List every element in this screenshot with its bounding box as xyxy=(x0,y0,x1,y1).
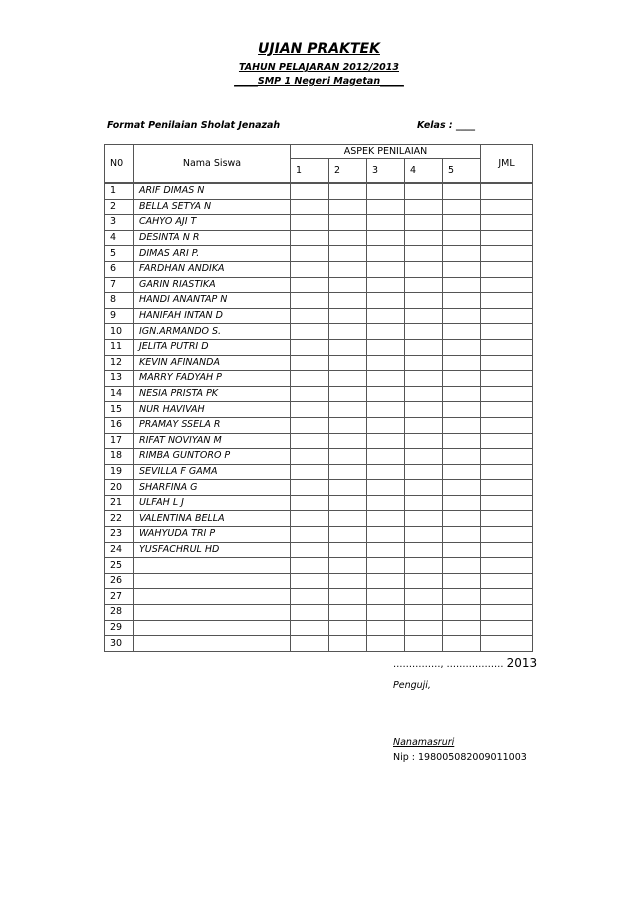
score-cell-4 xyxy=(405,308,443,324)
score-cell-5 xyxy=(443,417,481,433)
total-cell xyxy=(481,449,533,465)
score-cell-1 xyxy=(291,293,329,309)
table-row xyxy=(105,199,533,215)
total-cell xyxy=(481,605,533,621)
score-cell-1 xyxy=(291,308,329,324)
student-name: HANDI ANANTAP N xyxy=(134,293,291,309)
row-number: 2 xyxy=(105,199,134,215)
total-cell xyxy=(481,386,533,402)
row-number: 11 xyxy=(105,339,134,355)
table-row xyxy=(105,620,533,636)
score-cell-4 xyxy=(405,527,443,543)
score-cell-1 xyxy=(291,589,329,605)
row-number: 7 xyxy=(105,277,134,293)
score-cell-4 xyxy=(405,230,443,246)
student-name xyxy=(134,573,291,589)
score-cell-5 xyxy=(443,542,481,558)
total-cell xyxy=(481,433,533,449)
score-cell-3 xyxy=(367,620,405,636)
table-row xyxy=(105,636,533,652)
score-cell-3 xyxy=(367,511,405,527)
score-cell-2 xyxy=(329,558,367,574)
score-cell-3 xyxy=(367,558,405,574)
score-cell-1 xyxy=(291,527,329,543)
score-cell-4 xyxy=(405,589,443,605)
table-row xyxy=(105,527,533,543)
score-cell-4 xyxy=(405,386,443,402)
student-name: JELITA PUTRI D xyxy=(134,339,291,355)
score-cell-3 xyxy=(367,636,405,652)
score-cell-4 xyxy=(405,246,443,262)
score-cell-1 xyxy=(291,573,329,589)
table-row xyxy=(105,308,533,324)
score-cell-4 xyxy=(405,542,443,558)
student-name: YUSFACHRUL HD xyxy=(134,542,291,558)
score-cell-2 xyxy=(329,215,367,231)
score-cell-5 xyxy=(443,527,481,543)
score-cell-1 xyxy=(291,402,329,418)
row-number: 14 xyxy=(105,386,134,402)
score-cell-4 xyxy=(405,215,443,231)
score-cell-4 xyxy=(405,371,443,387)
table-row xyxy=(105,215,533,231)
student-name xyxy=(134,589,291,605)
score-cell-1 xyxy=(291,183,329,199)
score-cell-4 xyxy=(405,355,443,371)
table-row xyxy=(105,433,533,449)
score-cell-5 xyxy=(443,293,481,309)
score-cell-2 xyxy=(329,636,367,652)
table-row xyxy=(105,449,533,465)
total-cell xyxy=(481,183,533,199)
score-cell-5 xyxy=(443,573,481,589)
header-aspek-3: 3 xyxy=(367,159,405,184)
student-name: ULFAH L J xyxy=(134,495,291,511)
table-row xyxy=(105,277,533,293)
row-number: 13 xyxy=(105,371,134,387)
header-aspek: ASPEK PENILAIAN xyxy=(291,145,481,159)
examiner-nip: Nip : 198005082009011003 xyxy=(393,752,527,763)
row-number: 6 xyxy=(105,261,134,277)
table-row xyxy=(105,589,533,605)
score-cell-2 xyxy=(329,511,367,527)
score-cell-5 xyxy=(443,308,481,324)
row-number: 4 xyxy=(105,230,134,246)
student-name: DESINTA N R xyxy=(134,230,291,246)
total-cell xyxy=(481,573,533,589)
score-cell-3 xyxy=(367,495,405,511)
table-row xyxy=(105,371,533,387)
score-cell-1 xyxy=(291,417,329,433)
score-cell-1 xyxy=(291,215,329,231)
table-row xyxy=(105,464,533,480)
table-row xyxy=(105,230,533,246)
score-cell-1 xyxy=(291,620,329,636)
score-cell-4 xyxy=(405,495,443,511)
score-cell-5 xyxy=(443,495,481,511)
score-cell-5 xyxy=(443,261,481,277)
score-cell-2 xyxy=(329,417,367,433)
student-name: IGN.ARMANDO S. xyxy=(134,324,291,340)
score-cell-3 xyxy=(367,480,405,496)
table-row xyxy=(105,480,533,496)
score-cell-2 xyxy=(329,293,367,309)
score-cell-4 xyxy=(405,417,443,433)
total-cell xyxy=(481,308,533,324)
score-cell-1 xyxy=(291,371,329,387)
score-cell-5 xyxy=(443,355,481,371)
row-number: 27 xyxy=(105,589,134,605)
student-name: SEVILLA F GAMA xyxy=(134,464,291,480)
student-name: ARIF DIMAS N xyxy=(134,183,291,199)
student-name: FARDHAN ANDIKA xyxy=(134,261,291,277)
score-cell-4 xyxy=(405,480,443,496)
score-cell-5 xyxy=(443,511,481,527)
score-cell-2 xyxy=(329,277,367,293)
score-cell-2 xyxy=(329,386,367,402)
score-cell-5 xyxy=(443,449,481,465)
total-cell xyxy=(481,199,533,215)
score-cell-2 xyxy=(329,620,367,636)
student-name: KEVIN AFINANDA xyxy=(134,355,291,371)
score-cell-4 xyxy=(405,558,443,574)
score-cell-4 xyxy=(405,339,443,355)
row-number: 8 xyxy=(105,293,134,309)
score-cell-1 xyxy=(291,277,329,293)
table-row xyxy=(105,261,533,277)
score-cell-2 xyxy=(329,433,367,449)
score-cell-2 xyxy=(329,246,367,262)
score-cell-1 xyxy=(291,480,329,496)
score-cell-1 xyxy=(291,199,329,215)
score-cell-2 xyxy=(329,542,367,558)
total-cell xyxy=(481,464,533,480)
student-name: SHARFINA G xyxy=(134,480,291,496)
score-cell-3 xyxy=(367,386,405,402)
document-title: UJIAN PRAKTEK xyxy=(258,41,380,57)
student-name xyxy=(134,558,291,574)
score-cell-1 xyxy=(291,261,329,277)
header-aspek-4: 4 xyxy=(405,159,443,184)
table-row xyxy=(105,573,533,589)
total-cell xyxy=(481,511,533,527)
total-cell xyxy=(481,620,533,636)
table-row xyxy=(105,324,533,340)
score-cell-5 xyxy=(443,277,481,293)
row-number: 23 xyxy=(105,527,134,543)
score-cell-2 xyxy=(329,261,367,277)
score-cell-2 xyxy=(329,527,367,543)
score-cell-1 xyxy=(291,386,329,402)
score-cell-2 xyxy=(329,230,367,246)
header-aspek-5: 5 xyxy=(443,159,481,184)
score-cell-5 xyxy=(443,589,481,605)
row-number: 30 xyxy=(105,636,134,652)
student-name: NUR HAVIVAH xyxy=(134,402,291,418)
score-cell-5 xyxy=(443,371,481,387)
score-cell-2 xyxy=(329,183,367,199)
table-row xyxy=(105,355,533,371)
score-cell-1 xyxy=(291,324,329,340)
row-number: 15 xyxy=(105,402,134,418)
score-cell-3 xyxy=(367,449,405,465)
score-cell-2 xyxy=(329,573,367,589)
score-cell-3 xyxy=(367,417,405,433)
student-name: MARRY FADYAH P xyxy=(134,371,291,387)
row-number: 24 xyxy=(105,542,134,558)
score-cell-3 xyxy=(367,308,405,324)
score-cell-3 xyxy=(367,527,405,543)
total-cell xyxy=(481,261,533,277)
score-cell-4 xyxy=(405,293,443,309)
score-cell-3 xyxy=(367,402,405,418)
row-number: 28 xyxy=(105,605,134,621)
total-cell xyxy=(481,589,533,605)
score-cell-3 xyxy=(367,293,405,309)
row-number: 21 xyxy=(105,495,134,511)
score-cell-5 xyxy=(443,620,481,636)
total-cell xyxy=(481,527,533,543)
total-cell xyxy=(481,324,533,340)
header-aspek-2: 2 xyxy=(329,159,367,184)
table-row xyxy=(105,402,533,418)
score-cell-1 xyxy=(291,636,329,652)
score-cell-5 xyxy=(443,605,481,621)
total-cell xyxy=(481,230,533,246)
score-cell-4 xyxy=(405,511,443,527)
table-row xyxy=(105,558,533,574)
row-number: 12 xyxy=(105,355,134,371)
score-cell-4 xyxy=(405,324,443,340)
total-cell xyxy=(481,246,533,262)
score-cell-5 xyxy=(443,433,481,449)
signature-role: Penguji, xyxy=(393,680,431,691)
student-name xyxy=(134,620,291,636)
score-cell-1 xyxy=(291,433,329,449)
total-cell xyxy=(481,402,533,418)
score-cell-3 xyxy=(367,246,405,262)
score-cell-3 xyxy=(367,464,405,480)
score-cell-1 xyxy=(291,605,329,621)
student-name: GARIN RIASTIKA xyxy=(134,277,291,293)
row-number: 16 xyxy=(105,417,134,433)
score-cell-4 xyxy=(405,605,443,621)
score-cell-1 xyxy=(291,230,329,246)
student-name: WAHYUDA TRI P xyxy=(134,527,291,543)
score-cell-3 xyxy=(367,277,405,293)
score-cell-3 xyxy=(367,230,405,246)
table-row xyxy=(105,293,533,309)
score-cell-1 xyxy=(291,355,329,371)
total-cell xyxy=(481,636,533,652)
header-jml: JML xyxy=(481,145,533,184)
table-row xyxy=(105,542,533,558)
examiner-name: Nanamasruri xyxy=(393,737,455,748)
row-number: 19 xyxy=(105,464,134,480)
table-row xyxy=(105,183,533,199)
score-cell-3 xyxy=(367,261,405,277)
total-cell xyxy=(481,339,533,355)
score-cell-3 xyxy=(367,371,405,387)
total-cell xyxy=(481,495,533,511)
score-cell-5 xyxy=(443,246,481,262)
header-no: N0 xyxy=(105,145,134,184)
score-cell-4 xyxy=(405,199,443,215)
student-name: RIFAT NOVIYAN M xyxy=(134,433,291,449)
score-cell-4 xyxy=(405,449,443,465)
date-placeholder: ……………, ……………… xyxy=(393,659,507,670)
school-name: _____SMP 1 Negeri Magetan_____ xyxy=(234,76,404,87)
score-cell-1 xyxy=(291,464,329,480)
score-cell-1 xyxy=(291,511,329,527)
row-number: 20 xyxy=(105,480,134,496)
score-cell-5 xyxy=(443,230,481,246)
score-cell-2 xyxy=(329,449,367,465)
score-cell-4 xyxy=(405,261,443,277)
total-cell xyxy=(481,355,533,371)
row-number: 9 xyxy=(105,308,134,324)
student-name: HANIFAH INTAN D xyxy=(134,308,291,324)
total-cell xyxy=(481,293,533,309)
score-cell-2 xyxy=(329,371,367,387)
row-number: 10 xyxy=(105,324,134,340)
score-cell-5 xyxy=(443,215,481,231)
format-label: Format Penilaian Sholat Jenazah xyxy=(107,120,281,131)
table-row xyxy=(105,386,533,402)
student-name xyxy=(134,605,291,621)
total-cell xyxy=(481,277,533,293)
score-cell-4 xyxy=(405,183,443,199)
score-cell-3 xyxy=(367,589,405,605)
signature-year: 2013 xyxy=(506,656,538,670)
student-name: RIMBA GUNTORO P xyxy=(134,449,291,465)
score-cell-4 xyxy=(405,636,443,652)
score-cell-2 xyxy=(329,495,367,511)
table-row xyxy=(105,495,533,511)
score-cell-3 xyxy=(367,324,405,340)
score-cell-5 xyxy=(443,339,481,355)
score-cell-2 xyxy=(329,355,367,371)
table-row xyxy=(105,417,533,433)
score-cell-4 xyxy=(405,620,443,636)
score-cell-2 xyxy=(329,199,367,215)
score-cell-5 xyxy=(443,636,481,652)
signature-date xyxy=(393,656,537,670)
score-cell-1 xyxy=(291,449,329,465)
score-cell-4 xyxy=(405,464,443,480)
row-number: 3 xyxy=(105,215,134,231)
student-name xyxy=(134,636,291,652)
table-row xyxy=(105,605,533,621)
score-cell-1 xyxy=(291,246,329,262)
header-aspek-1: 1 xyxy=(291,159,329,184)
student-name: PRAMAY SSELA R xyxy=(134,417,291,433)
score-cell-1 xyxy=(291,495,329,511)
score-cell-2 xyxy=(329,589,367,605)
score-cell-5 xyxy=(443,402,481,418)
academic-year: TAHUN PELAJARAN 2012/2013 xyxy=(238,62,400,73)
row-number: 26 xyxy=(105,573,134,589)
score-cell-2 xyxy=(329,605,367,621)
row-number: 18 xyxy=(105,449,134,465)
score-cell-4 xyxy=(405,433,443,449)
row-number: 1 xyxy=(105,183,134,199)
score-cell-2 xyxy=(329,324,367,340)
row-number: 22 xyxy=(105,511,134,527)
row-number: 29 xyxy=(105,620,134,636)
score-cell-1 xyxy=(291,542,329,558)
score-cell-3 xyxy=(367,355,405,371)
score-cell-2 xyxy=(329,339,367,355)
assessment-table xyxy=(104,144,533,652)
score-cell-5 xyxy=(443,558,481,574)
score-cell-3 xyxy=(367,215,405,231)
student-name: BELLA SETYA N xyxy=(134,199,291,215)
total-cell xyxy=(481,215,533,231)
kelas-label: Kelas : ____ xyxy=(417,120,476,131)
score-cell-2 xyxy=(329,402,367,418)
score-cell-2 xyxy=(329,464,367,480)
student-name: DIMAS ARI P. xyxy=(134,246,291,262)
score-cell-5 xyxy=(443,464,481,480)
score-cell-4 xyxy=(405,277,443,293)
score-cell-3 xyxy=(367,183,405,199)
score-cell-2 xyxy=(329,480,367,496)
total-cell xyxy=(481,417,533,433)
score-cell-2 xyxy=(329,308,367,324)
student-name: CAHYO AJI T xyxy=(134,215,291,231)
row-number: 17 xyxy=(105,433,134,449)
table-row xyxy=(105,339,533,355)
row-number: 25 xyxy=(105,558,134,574)
total-cell xyxy=(481,371,533,387)
score-cell-5 xyxy=(443,386,481,402)
row-number: 5 xyxy=(105,246,134,262)
student-name: NESIA PRISTA PK xyxy=(134,386,291,402)
score-cell-3 xyxy=(367,605,405,621)
score-cell-1 xyxy=(291,339,329,355)
score-cell-3 xyxy=(367,199,405,215)
score-cell-3 xyxy=(367,573,405,589)
score-cell-5 xyxy=(443,324,481,340)
score-cell-1 xyxy=(291,558,329,574)
table-row xyxy=(105,511,533,527)
student-name: VALENTINA BELLA xyxy=(134,511,291,527)
table-row xyxy=(105,246,533,262)
score-cell-3 xyxy=(367,433,405,449)
score-cell-3 xyxy=(367,339,405,355)
score-cell-4 xyxy=(405,573,443,589)
total-cell xyxy=(481,542,533,558)
score-cell-4 xyxy=(405,402,443,418)
total-cell xyxy=(481,558,533,574)
score-cell-5 xyxy=(443,183,481,199)
score-cell-3 xyxy=(367,542,405,558)
total-cell xyxy=(481,480,533,496)
header-name: Nama Siswa xyxy=(134,145,291,184)
score-cell-5 xyxy=(443,480,481,496)
score-cell-5 xyxy=(443,199,481,215)
